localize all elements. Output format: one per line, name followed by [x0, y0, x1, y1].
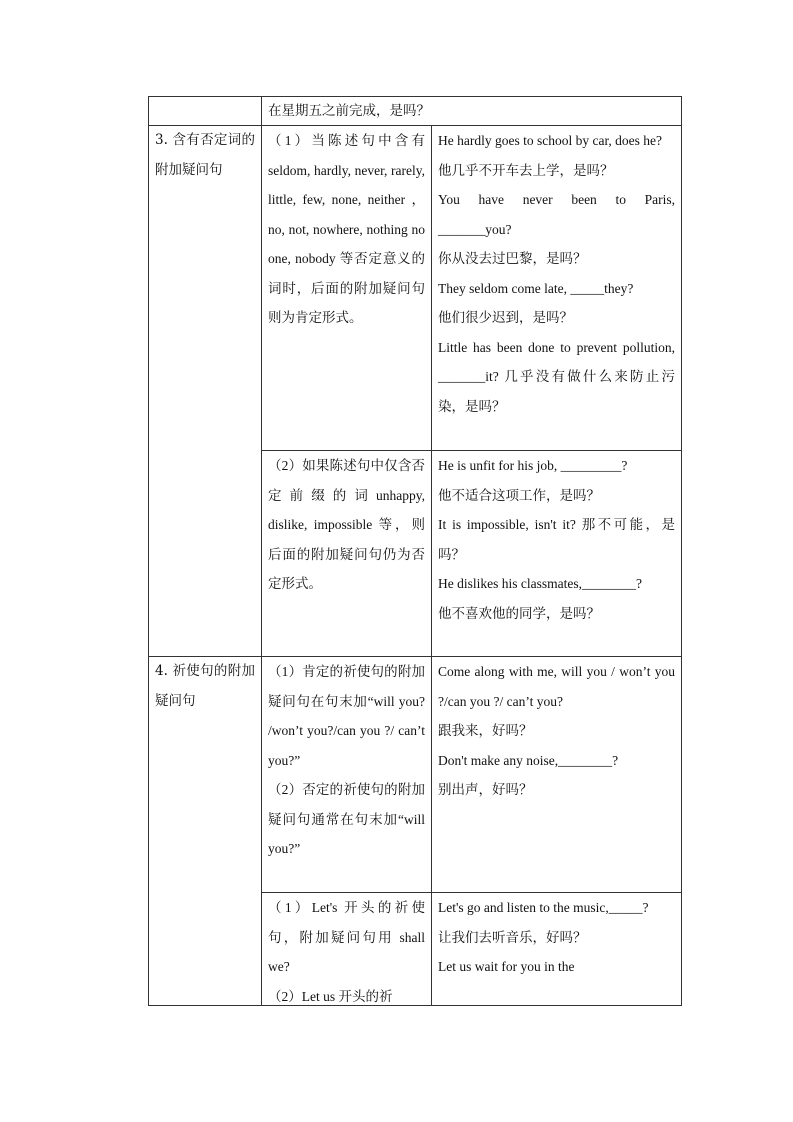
rule-text: （1）当陈述句中含有seldom, hardly, never, rarely, little, few, none, neither ， no, not, nowhere, nothing no one, nobody 等否定意义的词时，后面的附加疑问句则为肯定形式。: [268, 133, 425, 325]
table-row: [149, 97, 682, 126]
rule-cell: [262, 657, 432, 893]
grammar-table: [148, 96, 682, 1006]
continued-text: 在星期五之前完成，是吗？: [268, 103, 430, 119]
rule-cell: [262, 893, 432, 1006]
category-label: 3. 含有否定词的附加疑问句: [155, 132, 255, 178]
example-text: Let's go and listen to the music,_____? 让我们去听音乐，好吗？ Let us wait for you in the: [438, 900, 649, 974]
category-label: 4. 祈使句的附加疑问句: [155, 663, 255, 709]
continued-text-cell: [262, 97, 682, 126]
rule-cell: [262, 451, 432, 657]
rule-cell: [262, 126, 432, 451]
example-cell: [432, 657, 682, 893]
category-cell: [149, 657, 262, 1006]
table-row: [149, 657, 682, 893]
category-cell: [149, 126, 262, 657]
rule-text: （2）如果陈述句中仅含否定前缀的词unhappy, dislike, impossible 等，则后面的附加疑问句仍为否定形式。: [268, 458, 425, 591]
rule-text: （1）Let's 开头的祈使句，附加疑问句用 shall we? （2）Let us 开头的祈: [268, 900, 425, 1004]
example-cell: [432, 126, 682, 451]
example-cell: [432, 451, 682, 657]
table-row: [149, 126, 682, 451]
example-cell: [432, 893, 682, 1006]
example-text: Come along with me, will you / won’t you ?/can you ?/ can’t you? 跟我来，好吗？ Don't make any noise,________? 别出声，好吗？: [438, 664, 675, 797]
example-text: He hardly goes to school by car, does he? 他几乎不开车去上学，是吗？ You have never been to Paris, _______you? 你从没去过巴黎，是吗？ They seldom come late, _____they? 他们很少迟到，是吗？ Little has been done to prevent pollution, _______it? 几乎没有做什么来防止污染，是吗？: [438, 133, 675, 414]
example-text: He is unfit for his job, _________? 他不适合这项工作，是吗？ It is impossible, isn't it? 那不可能，是吗？ He dislikes his classmates,________? 他不喜欢他的同学，是吗？: [438, 458, 675, 621]
rule-text: （1）肯定的祈使句的附加疑问句在句末加“will you? /won’t you?/can you ?/ can’t you?” （2）否定的祈使句的附加疑问句通常在句末加“will you?”: [268, 664, 425, 856]
category-cell-empty: [149, 97, 262, 126]
